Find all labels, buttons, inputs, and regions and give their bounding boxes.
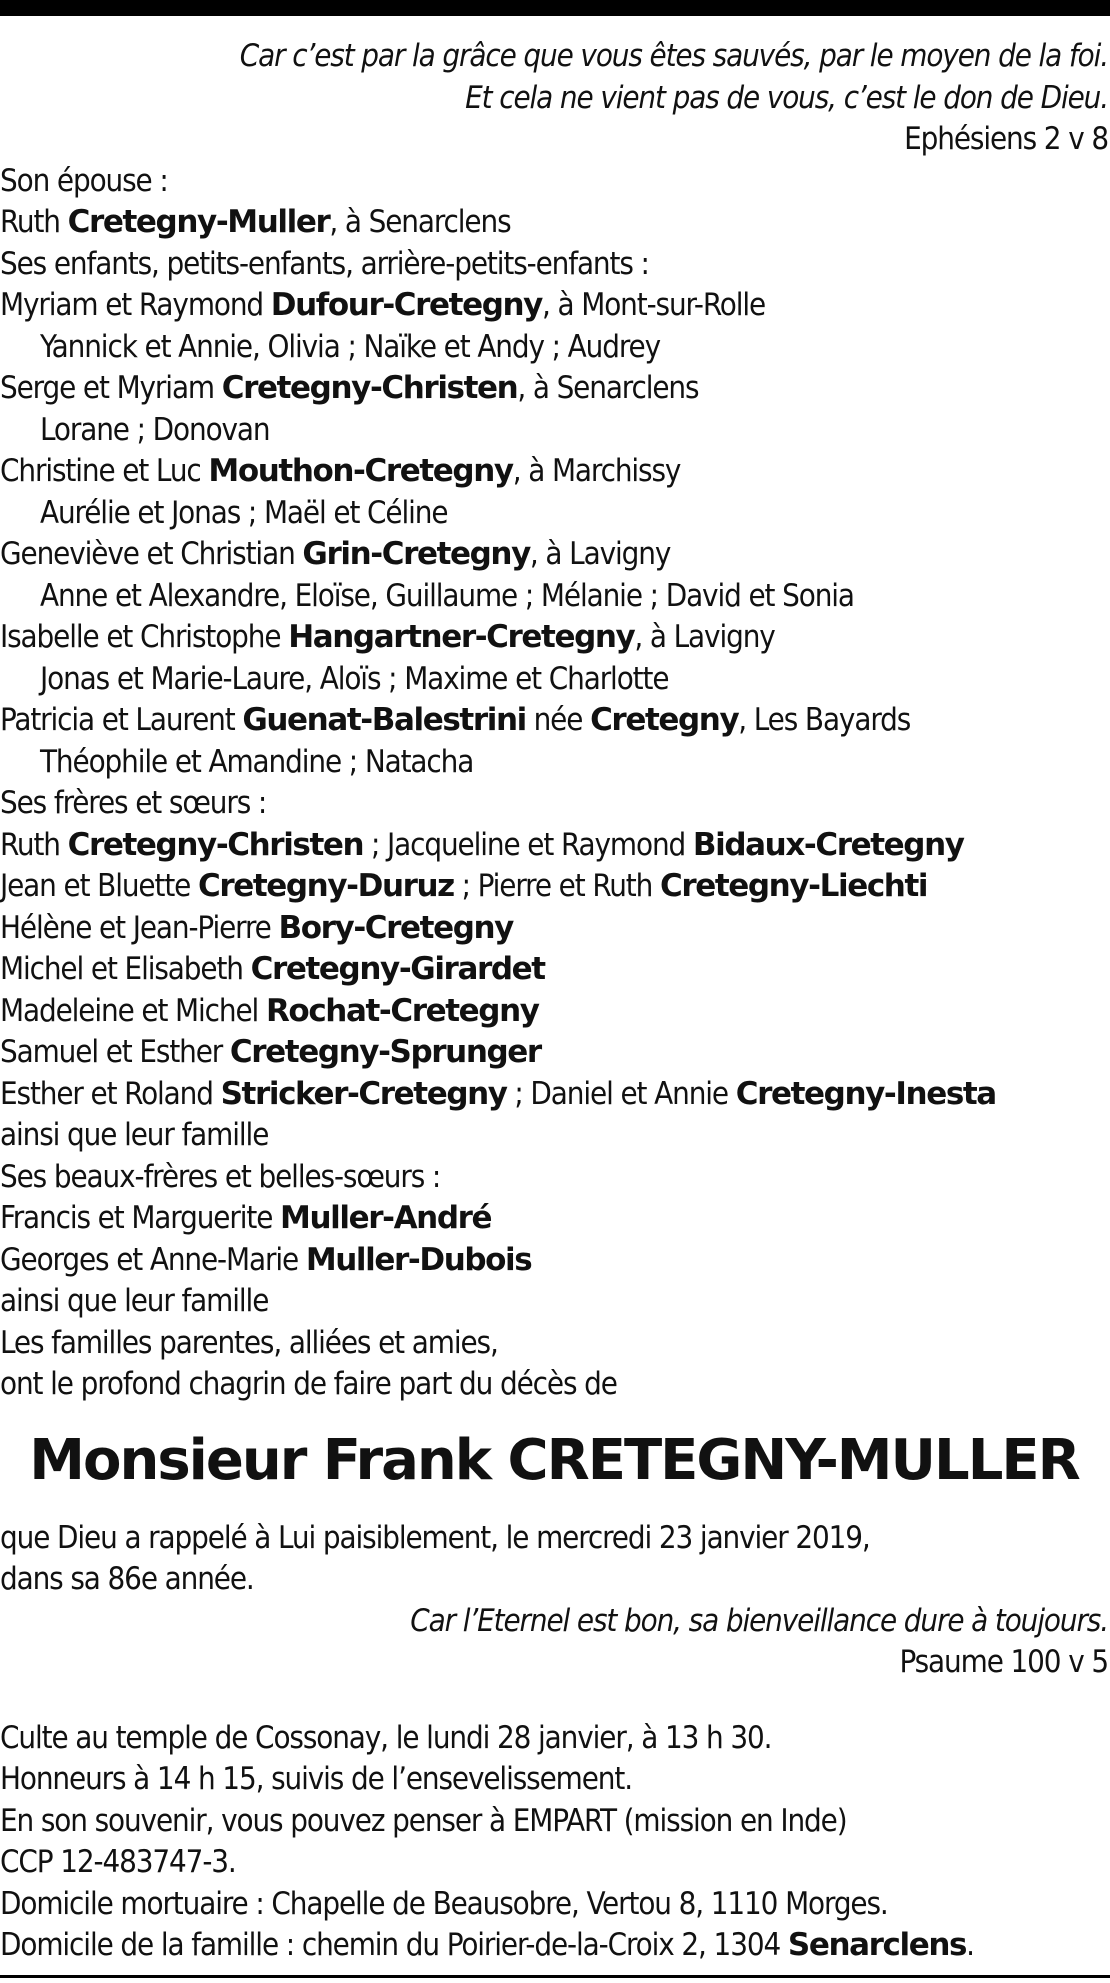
service-line: CCP 12-483747-3. — [0, 1844, 236, 1880]
grandchildren-line: Anne et Alexandre, Eloïse, Guillaume ; Mélanie ; David et Sonia — [40, 577, 854, 614]
family-name: Cretegny-Christen — [221, 370, 518, 406]
announcement — [0, 1323, 1108, 1406]
section-heading: Ses enfants, petits-enfants, arrière-petits-enfants : — [0, 245, 649, 282]
family-name: Cretegny — [590, 702, 739, 738]
service-line: Honneurs à 14 h 15, suivis de l’ensevelissement. — [0, 1761, 632, 1797]
family-name: Guenat-Balestrini — [242, 702, 526, 738]
death-line: dans sa 86e année. — [0, 1561, 254, 1597]
family-name: Cretegny-Girardet — [250, 951, 545, 987]
family-line: Myriam et Raymond Dufour-Cretegny, à Mont-sur-Rolle — [0, 287, 766, 323]
service-line: En son souvenir, vous pouvez penser à EMPART (mission en Inde) — [0, 1802, 847, 1839]
spacer — [0, 1684, 1108, 1718]
family-line: Jean et Bluette Cretegny-Duruz ; Pierre et Ruth Cretegny-Liechti — [0, 868, 928, 904]
family-name: Cretegny-Christen — [67, 826, 364, 863]
grandchildren-line: Aurélie et Jonas ; Maël et Céline — [40, 494, 448, 531]
obituary-notice — [0, 36, 1108, 1967]
closing-verse — [0, 1601, 1108, 1684]
siblings-section — [0, 783, 1108, 1157]
children-section — [0, 244, 1108, 784]
service-details — [0, 1718, 1108, 1967]
family-name: Hangartner-Cretegny — [288, 619, 635, 655]
family-home-line: Domicile de la famille : chemin du Poirier-de-la-Croix 2, 1304 Senarclens. — [0, 1927, 974, 1963]
deceased-name: Monsieur Frank CRETEGNY-MULLER — [29, 1427, 1079, 1493]
section-heading: Ses frères et sœurs : — [0, 785, 267, 821]
family-line: Isabelle et Christophe Hangartner-Cretegny, à Lavigny — [0, 619, 775, 655]
family-line: Hélène et Jean-Pierre Bory-Cretegny — [0, 909, 513, 946]
family-name: Cretegny-Liechti — [659, 868, 928, 904]
service-line: Domicile mortuaire : Chapelle de Beausobre, Vertou 8, 1110 Morges. — [0, 1885, 888, 1922]
family-line: Ruth Cretegny-Muller, à Senarclens — [0, 204, 511, 240]
family-line: Ruth Cretegny-Christen ; Jacqueline et Raymond Bidaux-Cretegny — [0, 826, 964, 863]
family-line: Madeleine et Michel Rochat-Cretegny — [0, 992, 539, 1029]
family-name: Cretegny-Muller — [67, 204, 330, 240]
grandchildren-line: Lorane ; Donovan — [40, 411, 270, 448]
family-name: Grin-Cretegny — [302, 536, 530, 572]
family-line: Christine et Luc Mouthon-Cretegny, à Marchissy — [0, 453, 681, 489]
verse-line: Et cela ne vient pas de vous, c’est le don de Dieu. — [465, 79, 1108, 116]
grandchildren-line: Jonas et Marie-Laure, Aloïs ; Maxime et Charlotte — [40, 660, 669, 697]
family-name: Cretegny-Duruz — [197, 868, 454, 904]
bottom-rule — [0, 1975, 1110, 1978]
family-name: Cretegny-Inesta — [735, 1075, 996, 1112]
family-name: Stricker-Cretegny — [220, 1075, 507, 1112]
verse-reference: Psaume 100 v 5 — [899, 1644, 1108, 1680]
section-closing: ainsi que leur famille — [0, 1283, 269, 1319]
family-name: Cretegny-Sprunger — [229, 1034, 541, 1070]
verse-reference: Ephésiens 2 v 8 — [904, 121, 1108, 157]
in-laws-section — [0, 1157, 1108, 1323]
service-line: Culte au temple de Cossonay, le lundi 28 janvier, à 13 h 30. — [0, 1719, 772, 1756]
top-rule — [0, 0, 1110, 16]
family-line: Serge et Myriam Cretegny-Christen, à Senarclens — [0, 370, 699, 406]
family-name: Muller-André — [280, 1200, 492, 1236]
death-details — [0, 1518, 1108, 1601]
family-line: Samuel et Esther Cretegny-Sprunger — [0, 1034, 541, 1070]
family-name: Rochat-Cretegny — [265, 992, 539, 1029]
grandchildren-line: Théophile et Amandine ; Natacha — [40, 743, 474, 780]
family-line: Esther et Roland Stricker-Cretegny ; Daniel et Annie Cretegny-Inesta — [0, 1075, 996, 1112]
opening-verse — [0, 36, 1108, 161]
announcement-line: Les familles parentes, alliées et amies, — [0, 1324, 498, 1361]
family-home-town: Senarclens — [787, 1927, 967, 1963]
family-name: Bory-Cretegny — [278, 909, 513, 946]
family-line: Francis et Marguerite Muller-André — [0, 1200, 492, 1236]
section-heading: Ses beaux-frères et belles-sœurs : — [0, 1158, 441, 1195]
verse-line: Car c’est par la grâce que vous êtes sauvés, par le moyen de la foi. — [239, 38, 1108, 74]
family-line: Geneviève et Christian Grin-Cretegny, à Lavigny — [0, 536, 671, 572]
family-name: Bidaux-Cretegny — [692, 826, 964, 863]
family-name: Muller-Dubois — [305, 1241, 532, 1278]
family-line: Georges et Anne-Marie Muller-Dubois — [0, 1241, 532, 1278]
spouse-section — [0, 161, 1108, 244]
family-name: Dufour-Cretegny — [270, 287, 542, 323]
section-closing: ainsi que leur famille — [0, 1117, 269, 1153]
death-line: que Dieu a rappelé à Lui paisiblement, le mercredi 23 janvier 2019, — [0, 1519, 870, 1556]
family-line: Michel et Elisabeth Cretegny-Girardet — [0, 951, 545, 987]
verse-line: Car l’Eternel est bon, sa bienveillance dure à toujours. — [410, 1602, 1108, 1639]
grandchildren-line: Yannick et Annie, Olivia ; Naïke et Andy ; Audrey — [40, 328, 660, 365]
family-line: Patricia et Laurent Guenat-Balestrini née Cretegny, Les Bayards — [0, 702, 911, 738]
announcement-line: ont le profond chagrin de faire part du décès de — [0, 1366, 617, 1402]
section-heading: Son épouse : — [0, 162, 168, 199]
family-name: Mouthon-Cretegny — [208, 453, 513, 489]
